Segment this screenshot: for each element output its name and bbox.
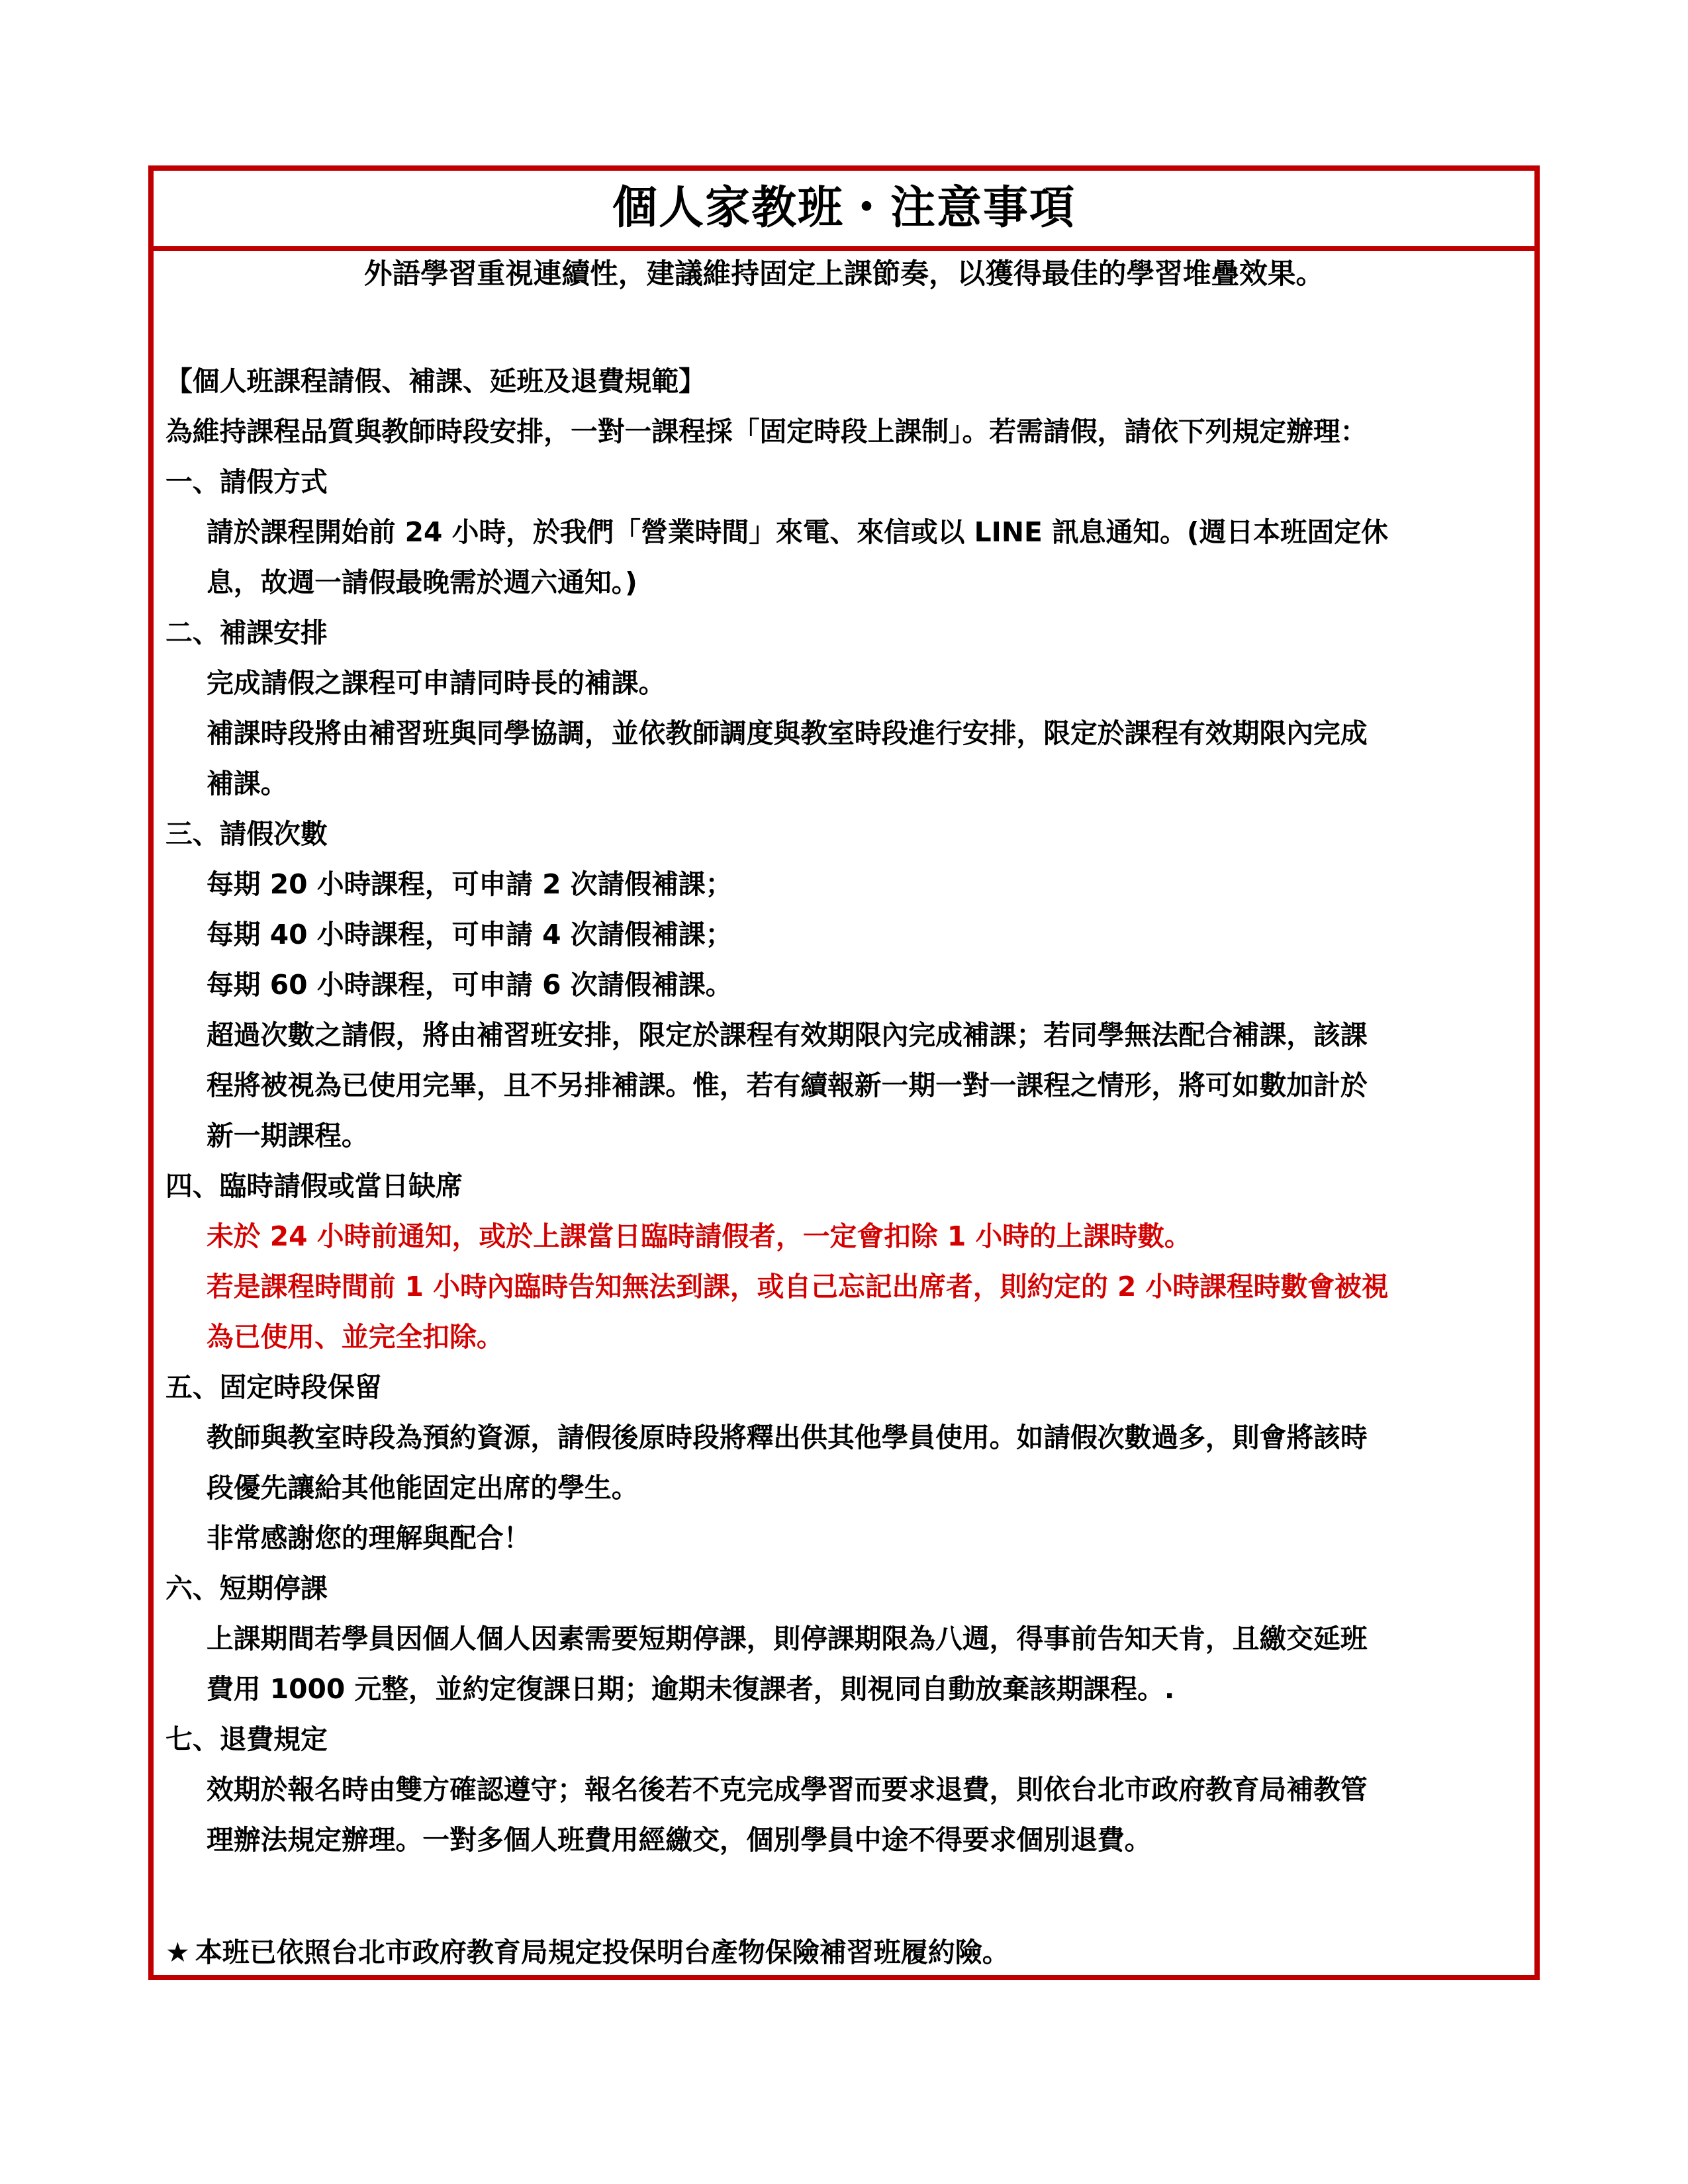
section-line-highlight: 未於 24 小時前通知，或於上課當日臨時請假者，一定會扣除 1 小時的上課時數。	[207, 1220, 1192, 1252]
footnote-text: 本班已依照台北市政府教育局規定投保明台產物保險補習班履約險。	[195, 1936, 1009, 1968]
section-line: 效期於報名時由雙方確認遵守；報名後若不克完成學習而要求退費，則依台北市政府教育局補教管	[207, 1774, 1368, 1805]
section-line-highlight: 為已使用、並完全扣除。	[207, 1321, 504, 1353]
section-line-highlight: 若是課程時間前 1 小時內臨時告知無法到課，或自己忘記出席者，則約定的 2 小時課程時數會被視	[207, 1271, 1389, 1302]
section-heading: 二、補課安排	[165, 617, 328, 649]
section-line: 每期 60 小時課程，可申請 6 次請假補課。	[207, 969, 733, 1001]
star-icon: ★	[165, 1936, 190, 1968]
section-line: 超過次數之請假，將由補習班安排，限定於課程有效期限內完成補課；若同學無法配合補課，該課	[207, 1019, 1368, 1051]
rules-intro: 為維持課程品質與教師時段安排，一對一課程採「固定時段上課制」。若需請假，請依下列規定辦理：	[165, 416, 1368, 447]
section-line: 每期 20 小時課程，可申請 2 次請假補課；	[207, 868, 733, 900]
page-subtitle: 外語學習重視連續性，建議維持固定上課節奏，以獲得最佳的學習堆疊效果。	[363, 257, 1325, 291]
section-line: 每期 40 小時課程，可申請 4 次請假補課；	[207, 919, 733, 950]
section-line: 補課。	[207, 768, 288, 799]
page-title: 個人家教班・注意事項	[612, 182, 1076, 234]
section-line: 教師與教室時段為預約資源，請假後原時段將釋出供其他學員使用。如請假次數過多，則會將該時	[207, 1422, 1368, 1453]
section-heading: 四、臨時請假或當日缺席	[165, 1170, 463, 1202]
section-line: 完成請假之課程可申請同時長的補課。	[207, 667, 666, 699]
section-heading: 三、請假次數	[165, 818, 328, 850]
rules-header: 【個人班課程請假、補課、延班及退費規範】	[165, 365, 706, 397]
section-line: 息，故週一請假最晚需於週六通知。)	[207, 567, 637, 598]
section-line: 理辦法規定辦理。一對多個人班費用經繳交，個別學員中途不得要求個別退費。	[207, 1824, 1152, 1856]
section-heading: 五、固定時段保留	[165, 1371, 382, 1403]
section-line: 段優先讓給其他能固定出席的學生。	[207, 1472, 639, 1504]
section-heading: 六、短期停課	[165, 1572, 328, 1604]
section-line: 上課期間若學員因個人個人因素需要短期停課，則停課期限為八週，得事前告知天肯，且繳交延班	[207, 1623, 1368, 1655]
title-row	[154, 171, 1534, 251]
section-heading: 七、退費規定	[165, 1723, 328, 1755]
section-line: 程將被視為已使用完畢，且不另排補課。惟，若有續報新一期一對一課程之情形，將可如數加計於	[207, 1069, 1368, 1101]
insurance-footnote	[165, 1927, 1009, 1978]
section-line: 補課時段將由補習班與同學協調，並依教師調度與教室時段進行安排，限定於課程有效期限內完成	[207, 717, 1368, 749]
section-line: 費用 1000 元整，並約定復課日期；逾期未復課者，則視同自動放棄該期課程。.	[207, 1673, 1175, 1705]
rules-body	[165, 356, 1523, 1865]
section-line: 請於課程開始前 24 小時，於我們「營業時間」來電、來信或以 LINE 訊息通知。(週日本班固定休	[207, 516, 1389, 548]
section-heading: 一、請假方式	[165, 466, 328, 498]
notice-frame	[148, 165, 1540, 1980]
section-line: 新一期課程。	[207, 1120, 369, 1152]
section-line: 非常感謝您的理解與配合！	[207, 1522, 531, 1554]
